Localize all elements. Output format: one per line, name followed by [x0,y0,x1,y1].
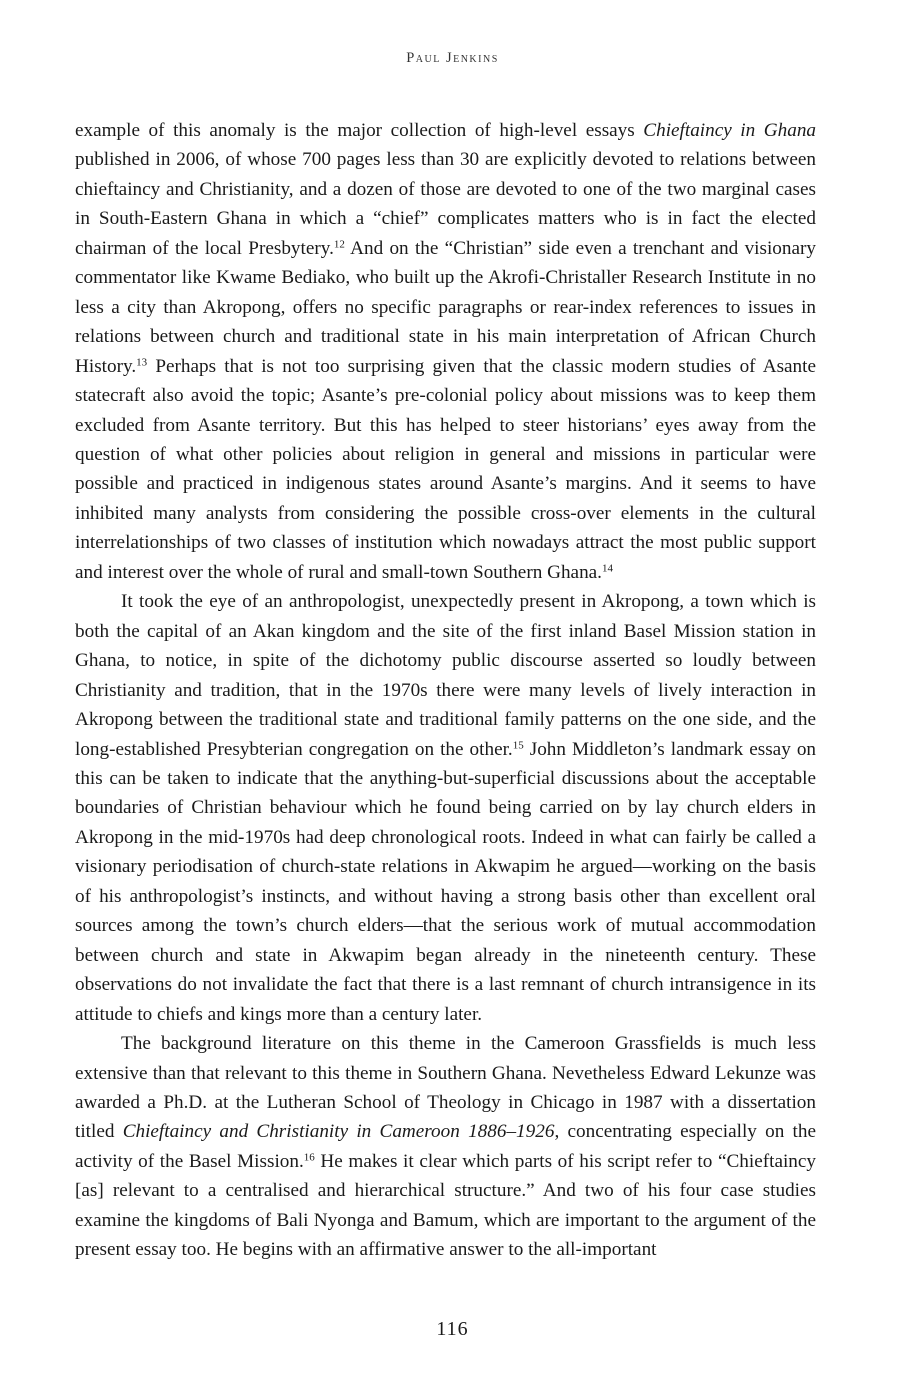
running-head: Paul Jenkins [406,50,499,66]
footnote-ref-16: 16 [303,1151,315,1164]
footnote-ref-15: 15 [512,738,524,751]
paragraph-1 [75,116,816,587]
paragraph-3 [75,1029,816,1265]
text-run: Perhaps that is not too surprising given that the classic modern studies of Asante statecraft also avoid the topic; Asante’s pre-colonial policy about missions was to keep them excluded from Asante territory. But this has helped to steer historians’ eyes away from the question of what other policies about religion in general and missions in particular were possible and practiced in indigenous states around Asante’s margins. And it seems to have inhibited many analysts from considering the possible cross-over elements in the cultural interrelationships of two classes of institution which nowadays attract the most public support and interest over the whole of rural and small-town Southern Ghana. [75,355,816,583]
body-text [75,116,816,1265]
italic-title: Chieftaincy in Ghana [643,120,817,141]
footnote-ref-14: 14 [601,562,613,575]
text-run: It took the eye of an anthropologist, unexpectedly present in Akropong, a town which is both the capital of an Akan kingdom and the site of the first inland Basel Mission station in Ghana, to notice, in spite of the dichotomy public discourse asserted so loudly between Christianity and tradition, that in the 1970s there were many levels of lively interaction in Akropong between the traditional state and traditional family patterns on the one side, and the long-established Presybterian congregation on the other. [75,591,816,760]
page-number: 116 [436,1318,469,1340]
text-run: The background literature on this theme in the Cameroon Grassfields is much less extensive than that relevant to this theme in Southern Ghana. Nevetheless Edward Lekunze was awarded a Ph.D. at the Lutheran School of Theology in Chicago in 1987 with a dissertation titled [75,1033,816,1143]
footnote-ref-12: 12 [333,238,345,251]
text-run: example of this anomaly is the major collection of high-level essays [75,120,644,141]
text-run: He makes it clear which parts of his script refer to “Chieftaincy [as] relevant to a centralised and hierarchical structure.” And two of his four case studies examine the kingdoms of Bali Nyonga and Bamum, which are important to the argument of the present essay too. He begins with an affirmative answer to the all-important [75,1150,816,1261]
italic-title: Chieftaincy and Christianity in Cameroon 1886–1926 [122,1121,555,1143]
text-run: And on the “Christian” side even a trenchant and visionary commentator like Kwame Bediako, who built up the Akrofi-Christaller Research Institute in no less a city than Akropong, offers no specific paragraphs or rear-index references to issues in relations between church and traditional state in his main interpretation of African Church History. [75,237,816,377]
text-run: published in 2006, of whose 700 pages less than 30 are explicitly devoted to relations between chieftaincy and Christianity, and a dozen of those are devoted to one of the two marginal cases in South-Eastern Ghana in which a “chief” complicates matters who is in fact the elected chairman of the local Presbytery. [75,149,816,259]
footnote-ref-13: 13 [136,356,148,369]
text-run: , concentrating especially on the activity of the Basel Mission. [75,1121,816,1172]
paragraph-2 [75,587,816,1029]
text-run: John Middleton’s landmark essay on this can be taken to indicate that the anything-but-superficial discussions about the acceptable boundaries of Christian behaviour which he found being carried on by lay church elders in Akropong in the mid-1970s had deep chronological roots. Indeed in what can fairly be called a visionary periodisation of church-state relations in Akwapim he argued—working on the basis of his anthropologist’s instincts, and without having a strong basis other than excellent oral sources among the town’s church elders—that the serious work of mutual accommodation between church and state in Akwapim began already in the nineteenth century. These observations do not invalidate the fact that there is a last remnant of church intransigence in its attitude to chiefs and kings more than a century later. [75,738,817,1025]
